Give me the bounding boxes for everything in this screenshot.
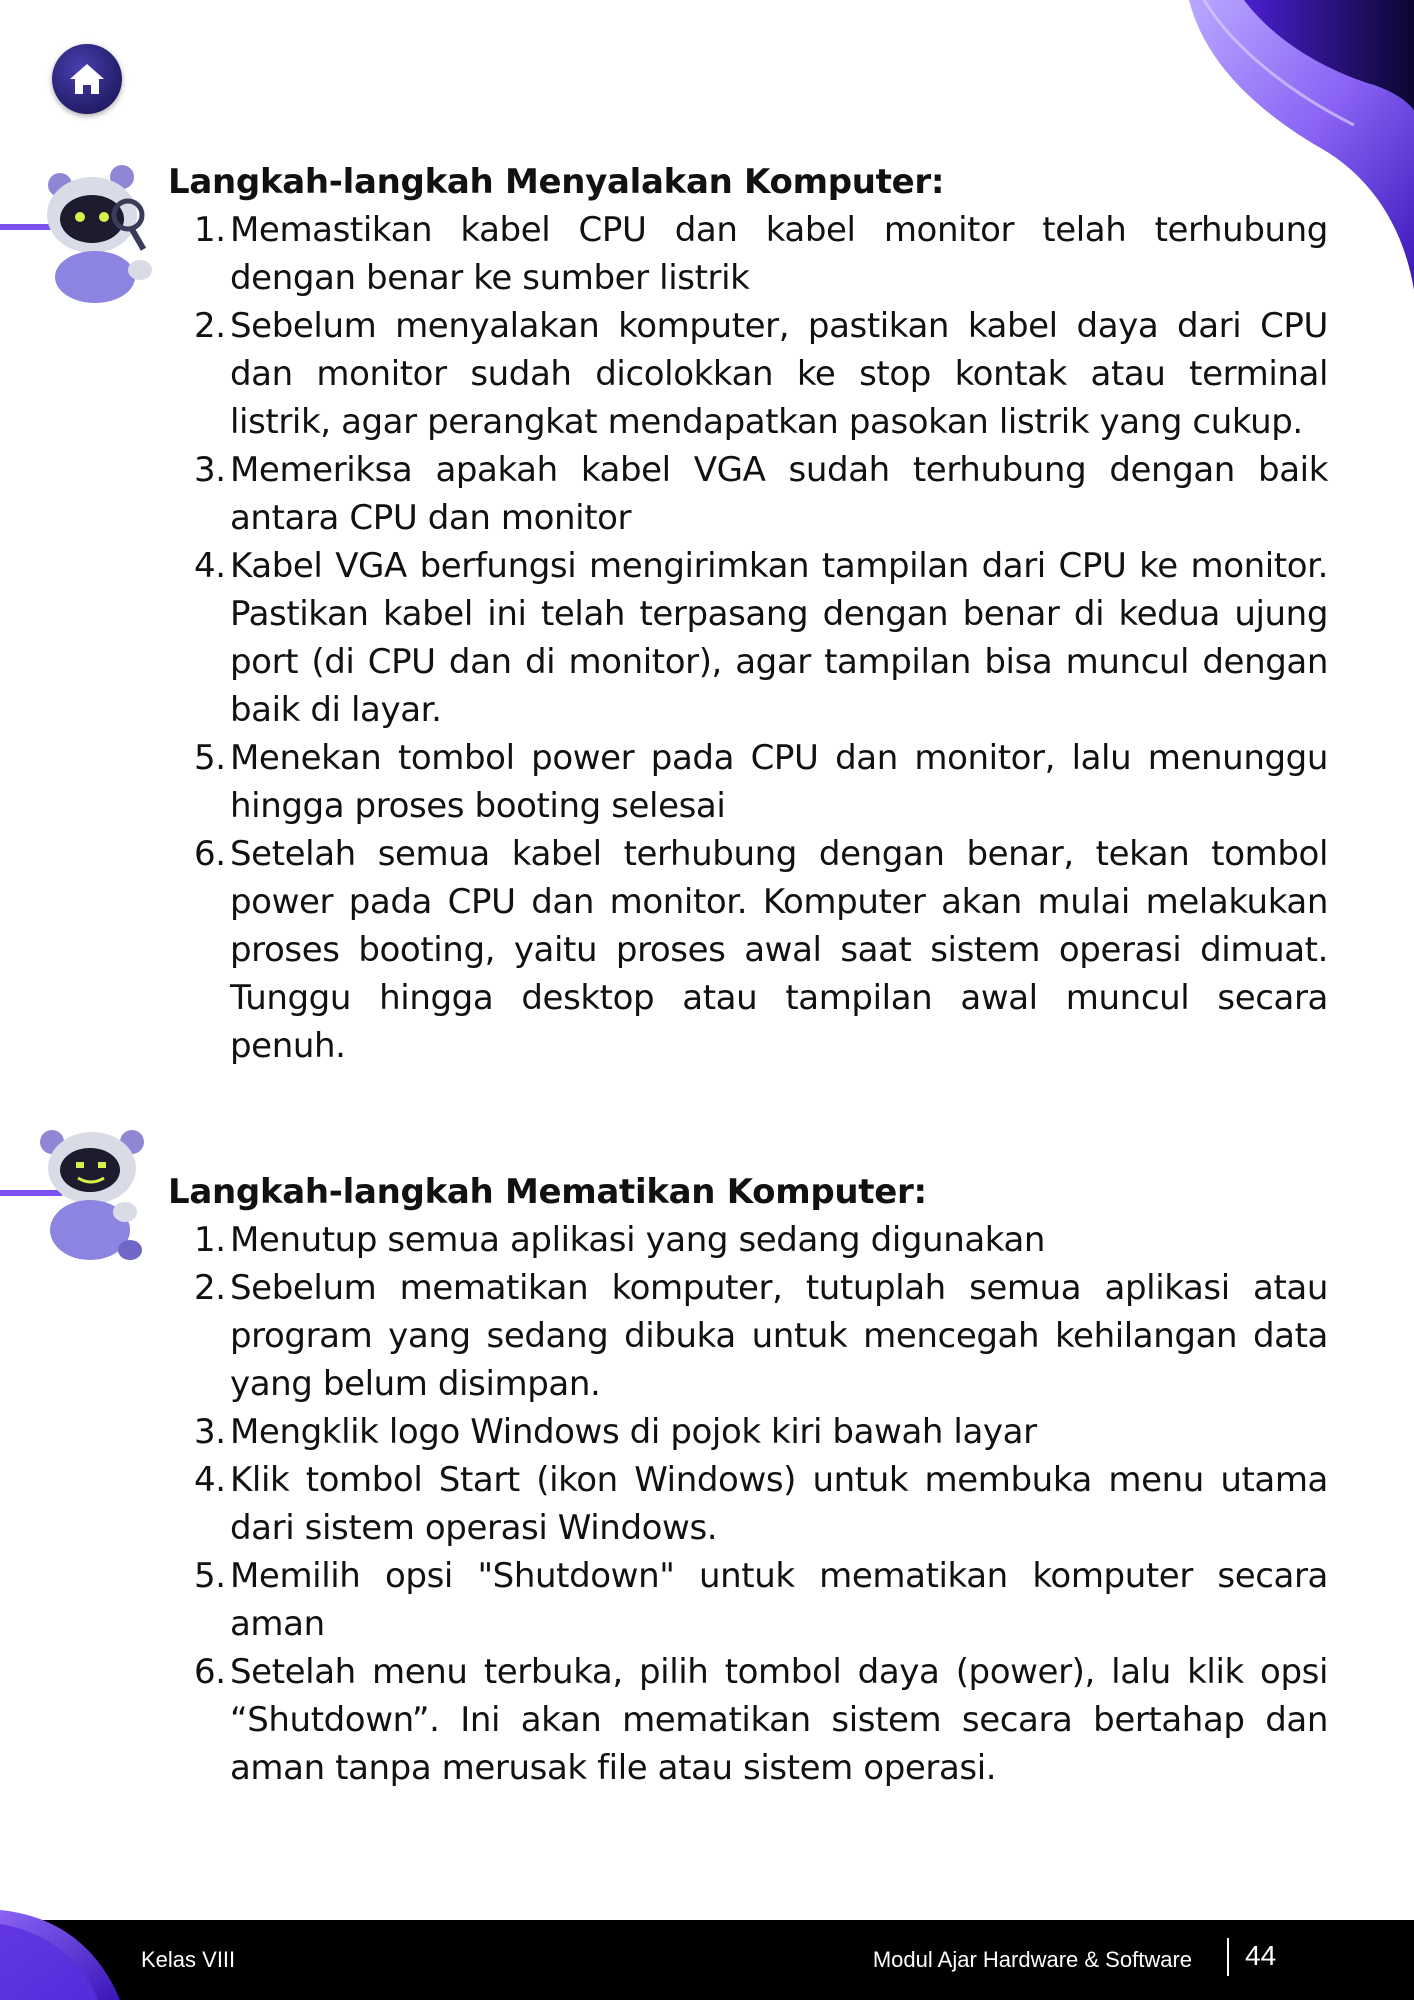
- step-text: Menutup semua aplikasi yang sedang digunakan: [230, 1220, 1046, 1260]
- list-item: [168, 1552, 1328, 1648]
- list-item: [168, 206, 1328, 302]
- step-number: 3.: [194, 1412, 226, 1452]
- list-item: [168, 830, 1328, 1070]
- step-text: Klik tombol Start (ikon Windows) untuk membuka menu utama dari sistem operasi Windows.: [230, 1460, 1328, 1548]
- step-text: Setelah semua kabel terhubung dengan benar, tekan tombol power pada CPU dan monitor. Komputer akan mulai melakukan proses booting, yaitu proses awal saat sistem operasi dimuat. Tunggu hingga desktop atau tampilan awal muncul secara penuh.: [230, 834, 1328, 1066]
- footer-divider: [1227, 1938, 1229, 1976]
- section-power-on: [168, 158, 1328, 1070]
- step-number: 1.: [194, 210, 226, 250]
- step-number: 4.: [194, 1460, 226, 1500]
- step-text: Memilih opsi "Shutdown" untuk mematikan komputer secara aman: [230, 1556, 1328, 1644]
- step-number: 6.: [194, 1652, 226, 1692]
- page-footer: [0, 1920, 1414, 2000]
- step-text: Setelah menu terbuka, pilih tombol daya (power), lalu klik opsi “Shutdown”. Ini akan mematikan sistem secara bertahap dan aman tanpa merusak file atau sistem operasi.: [230, 1652, 1328, 1788]
- list-item: [168, 446, 1328, 542]
- steps-list: [168, 206, 1328, 1070]
- list-item: [168, 1216, 1328, 1264]
- steps-list: [168, 1216, 1328, 1792]
- robot-mascot-icon: [0, 155, 160, 305]
- step-number: 3.: [194, 450, 226, 490]
- robot-mascot-icon: [0, 1120, 160, 1270]
- step-number: 2.: [194, 306, 226, 346]
- list-item: [168, 1648, 1328, 1792]
- home-button[interactable]: [52, 44, 122, 114]
- step-text: Sebelum mematikan komputer, tutuplah semua aplikasi atau program yang sedang dibuka untuk mencegah kehilangan data yang belum disimpan.: [230, 1268, 1328, 1404]
- step-text: Mengklik logo Windows di pojok kiri bawah layar: [230, 1412, 1037, 1452]
- step-number: 5.: [194, 738, 226, 778]
- step-number: 2.: [194, 1268, 226, 1308]
- home-icon: [68, 62, 106, 96]
- decorative-swoosh-bottom: [0, 1910, 140, 2000]
- list-item: [168, 734, 1328, 830]
- step-number: 5.: [194, 1556, 226, 1596]
- section-heading: Langkah-langkah Menyalakan Komputer:: [168, 162, 945, 202]
- step-text: Memeriksa apakah kabel VGA sudah terhubung dengan baik antara CPU dan monitor: [230, 450, 1328, 538]
- step-text: Memastikan kabel CPU dan kabel monitor telah terhubung dengan benar ke sumber listrik: [230, 210, 1328, 298]
- list-item: [168, 1456, 1328, 1552]
- step-number: 1.: [194, 1220, 226, 1260]
- step-number: 4.: [194, 546, 226, 586]
- list-item: [168, 1408, 1328, 1456]
- list-item: [168, 302, 1328, 446]
- section-power-off: [168, 1168, 1328, 1792]
- step-text: Menekan tombol power pada CPU dan monitor, lalu menunggu hingga proses booting selesai: [230, 738, 1328, 826]
- footer-class-label: Kelas VIII: [141, 1947, 236, 1972]
- list-item: [168, 542, 1328, 734]
- step-text: Kabel VGA berfungsi mengirimkan tampilan dari CPU ke monitor. Pastikan kabel ini telah terpasang dengan benar di kedua ujung port (di CPU dan di monitor), agar tampilan bisa muncul dengan baik di layar.: [230, 546, 1328, 730]
- footer-module-title: Modul Ajar Hardware & Software: [872, 1947, 1192, 1972]
- section-heading: Langkah-langkah Mematikan Komputer:: [168, 1172, 927, 1212]
- page-number: 44: [1245, 1940, 1277, 1971]
- step-text: Sebelum menyalakan komputer, pastikan kabel daya dari CPU dan monitor sudah dicolokkan ke stop kontak atau terminal listrik, agar perangkat mendapatkan pasokan listrik yang cukup.: [230, 306, 1328, 442]
- list-item: [168, 1264, 1328, 1408]
- step-number: 6.: [194, 834, 226, 874]
